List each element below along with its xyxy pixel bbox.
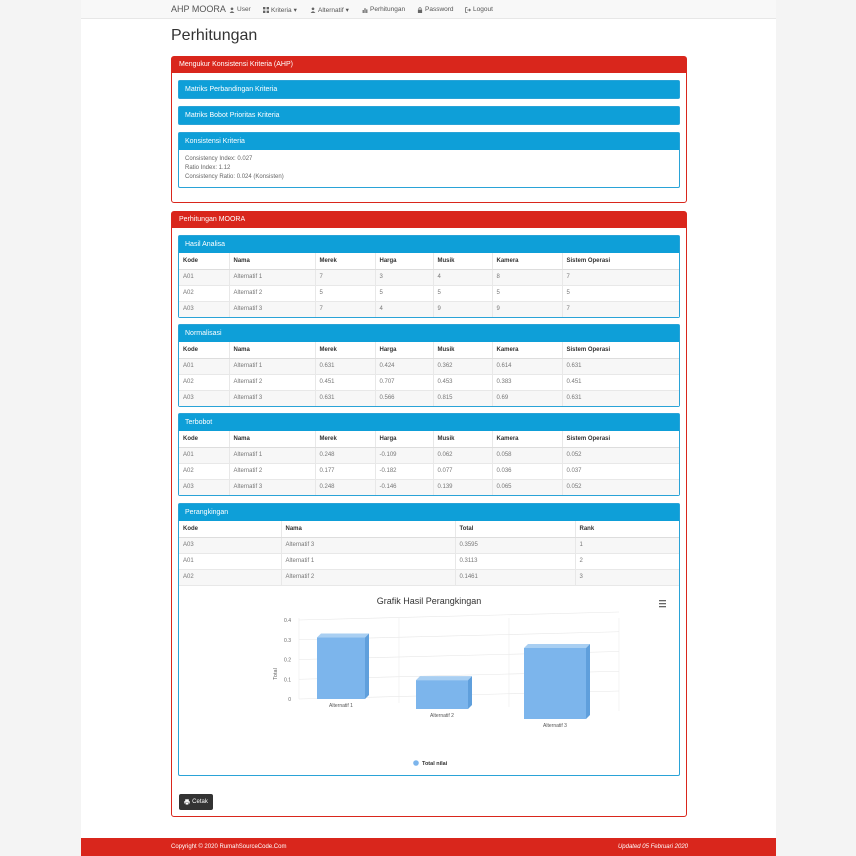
column-header: Sistem Operasi [562,342,679,358]
x-tick-label: Alternatif 1 [329,703,353,709]
bar-top-face [317,634,369,638]
table-row [179,553,679,569]
table-cell: 0.3113 [455,553,575,569]
table-row [179,463,679,479]
brand[interactable]: AHP MOORA [171,4,226,14]
table-cell: 5 [562,285,679,301]
column-header: Harga [375,253,433,269]
y-axis-ticks [284,618,291,703]
table-cell: 7 [315,301,375,317]
table-cell: 2 [575,553,679,569]
konsistensi-panel [178,132,680,188]
table-cell: A03 [179,537,281,553]
table-cell: 0.062 [433,447,492,463]
table-cell: 0.566 [375,390,433,406]
table-header-row [179,431,679,447]
column-header: Kamera [492,253,562,269]
legend-marker [413,760,419,766]
table-cell: 0.3595 [455,537,575,553]
bar-side-face [586,644,590,719]
column-header: Kamera [492,431,562,447]
table-cell: Alternatif 3 [229,479,315,495]
table-cell: 7 [562,269,679,285]
table-cell: Alternatif 3 [229,301,315,317]
table-row [179,358,679,374]
table-cell: Alternatif 3 [229,390,315,406]
table-cell: 8 [492,269,562,285]
table-cell: A02 [179,463,229,479]
y-tick-label: 0.3 [284,637,291,644]
table-row [179,569,679,585]
normalisasi-table [179,342,679,406]
hasil-analisa-table [179,253,679,317]
table-row [179,537,679,553]
lock-icon [417,7,423,13]
table-cell: 0.362 [433,358,492,374]
hasil-analisa-heading: Hasil Analisa [179,236,679,253]
table-cell: 0.139 [433,479,492,495]
table-cell: A01 [179,269,229,285]
table-row [179,479,679,495]
table-cell: 0.451 [562,374,679,390]
table-row [179,269,679,285]
table-cell: 7 [562,301,679,317]
chart-icon [362,7,368,13]
column-header: Harga [375,342,433,358]
table-cell: A02 [179,569,281,585]
matriks-bobot-heading[interactable]: Matriks Bobot Prioritas Kriteria [179,107,679,124]
perangkingan-heading: Perangkingan [179,504,679,521]
matriks-perbandingan-heading[interactable]: Matriks Perbandingan Kriteria [179,81,679,98]
nav-kriteria-label: Kriteria [271,6,292,14]
nav-perhitungan-label: Perhitungan [370,6,406,13]
table-cell: A03 [179,390,229,406]
table-cell: A01 [179,447,229,463]
table-cell: 0.065 [492,479,562,495]
cetak-button[interactable] [179,794,213,810]
table-cell: A01 [179,358,229,374]
moora-panel-heading: Perhitungan MOORA [172,212,686,228]
y-axis-label: Total [273,668,279,680]
column-header: Musik [433,253,492,269]
column-header: Musik [433,342,492,358]
konsistensi-body [179,150,679,187]
bar[interactable] [416,680,468,709]
table-cell: 0.052 [562,447,679,463]
table-cell: 0.052 [562,479,679,495]
table-cell: 0.453 [433,374,492,390]
footer-copyright: Copyright © 2020 RumahSourceCode.Com [171,844,287,850]
table-cell: -0.146 [375,479,433,495]
table-cell: Alternatif 3 [281,537,455,553]
table-row [179,374,679,390]
chart-bars [317,634,590,719]
perangkingan-panel [178,503,680,776]
column-header: Sistem Operasi [562,431,679,447]
y-tick-label: 0.2 [284,657,291,664]
table-cell: Alternatif 2 [229,374,315,390]
table-header-row [179,342,679,358]
column-header: Merek [315,342,375,358]
table-cell: 4 [375,301,433,317]
table-cell: 9 [433,301,492,317]
column-header: Kode [179,521,281,537]
column-header: Harga [375,431,433,447]
table-cell: A02 [179,374,229,390]
table-cell: Alternatif 2 [229,285,315,301]
user-icon [229,7,235,13]
table-cell: 5 [433,285,492,301]
column-header: Musik [433,431,492,447]
nav-kriteria[interactable] [263,6,297,14]
bar-top-face [416,676,472,680]
table-cell: 0.631 [315,358,375,374]
footer [81,838,776,856]
terbobot-table [179,431,679,495]
normalisasi-heading: Normalisasi [179,325,679,342]
table-cell: 5 [492,285,562,301]
table-cell: Alternatif 1 [281,553,455,569]
bar-chart [179,586,679,781]
table-cell: 5 [315,285,375,301]
column-header: Kode [179,431,229,447]
table-row [179,390,679,406]
caret-down-icon: ▾ [345,7,349,14]
table-row [179,301,679,317]
column-header: Nama [229,431,315,447]
column-header: Nama [229,342,315,358]
bar-side-face [468,676,472,709]
table-cell: 0.614 [492,358,562,374]
table-cell: Alternatif 1 [229,269,315,285]
y-tick-label: 0.1 [284,677,291,684]
table-cell: A01 [179,553,281,569]
column-header: Rank [575,521,679,537]
column-header: Sistem Operasi [562,253,679,269]
footer-updated: Updated 05 Februari 2020 [617,844,688,850]
nav-perhitungan[interactable] [362,6,405,13]
normalisasi-panel [178,324,680,407]
table-header-row [179,521,679,537]
table-cell: 0.451 [315,374,375,390]
table-cell: 0.1461 [455,569,575,585]
table-cell: 0.69 [492,390,562,406]
table-cell: 7 [315,269,375,285]
table-cell: 3 [375,269,433,285]
table-cell: 0.631 [315,390,375,406]
perangkingan-table [179,521,679,585]
table-cell: 5 [375,285,433,301]
bar-top-face [524,644,590,648]
table-cell: 0.631 [562,358,679,374]
nav-password-label: Password [425,6,454,13]
column-header: Merek [315,253,375,269]
column-header: Kode [179,253,229,269]
bar-side-face [365,634,369,699]
nav-alternatif[interactable] [310,6,349,14]
matriks-bobot-panel[interactable] [178,106,680,125]
x-tick-label: Alternatif 2 [430,713,454,719]
table-cell: 1 [575,537,679,553]
nav-logout[interactable] [465,6,493,13]
table-row [179,447,679,463]
table-cell: 4 [433,269,492,285]
x-tick-label: Alternatif 3 [543,723,567,729]
user-icon [310,7,316,13]
consistency-index: Consistency Index: 0.027 [185,156,253,162]
grid-line [299,612,619,620]
table-cell: 0.036 [492,463,562,479]
navbar [81,0,776,19]
hamburger-menu-icon[interactable] [659,600,666,607]
column-header: Nama [229,253,315,269]
moora-panel [171,211,687,817]
table-cell: 0.707 [375,374,433,390]
nav-logout-label: Logout [473,6,493,13]
table-cell: 0.248 [315,447,375,463]
print-icon [184,799,190,805]
table-cell: 0.077 [433,463,492,479]
table-cell: 9 [492,301,562,317]
page [81,0,776,856]
column-header: Merek [315,431,375,447]
ahp-panel [171,56,687,203]
table-cell: Alternatif 2 [281,569,455,585]
y-tick-label: 0 [288,697,291,703]
table-cell: A02 [179,285,229,301]
caret-down-icon: ▾ [293,7,297,14]
bar[interactable] [317,638,365,699]
ratio-index: Ratio Index: 1.12 [185,165,231,171]
bar[interactable] [524,648,586,719]
table-cell: 0.815 [433,390,492,406]
table-cell: A03 [179,479,229,495]
column-header: Total [455,521,575,537]
table-cell: A03 [179,301,229,317]
hasil-analisa-panel [178,235,680,318]
table-cell: 0.177 [315,463,375,479]
chart-container [179,585,679,780]
table-cell: 0.424 [375,358,433,374]
terbobot-panel [178,413,680,496]
consistency-ratio: Consistency Ratio: 0.024 (Konsisten) [185,174,284,180]
legend-label: Total nilai [422,761,448,767]
grid-icon [263,7,269,13]
table-header-row [179,253,679,269]
chart-title: Grafik Hasil Perangkingan [376,596,482,606]
logout-icon [465,7,471,13]
column-header: Kamera [492,342,562,358]
nav-user[interactable] [229,6,251,13]
chart-legend[interactable] [413,760,448,767]
ahp-panel-heading: Mengukur Konsistensi Kriteria (AHP) [172,57,686,73]
table-cell: 0.037 [562,463,679,479]
column-header: Nama [281,521,455,537]
table-cell: Alternatif 2 [229,463,315,479]
table-cell: Alternatif 1 [229,447,315,463]
y-tick-label: 0.4 [284,618,291,624]
table-cell: -0.109 [375,447,433,463]
table-row [179,285,679,301]
table-cell: 0.248 [315,479,375,495]
table-cell: 0.631 [562,390,679,406]
nav-password[interactable] [417,6,454,13]
column-header: Kode [179,342,229,358]
page-title: Perhitungan [171,27,258,44]
terbobot-heading: Terbobot [179,414,679,431]
table-cell: Alternatif 1 [229,358,315,374]
matriks-perbandingan-panel[interactable] [178,80,680,99]
table-cell: 0.058 [492,447,562,463]
table-cell: -0.182 [375,463,433,479]
nav-user-label: User [237,6,251,13]
table-cell: 0.383 [492,374,562,390]
table-cell: 3 [575,569,679,585]
cetak-label: Cetak [192,799,208,805]
konsistensi-heading: Konsistensi Kriteria [179,133,679,150]
nav-alternatif-label: Alternatif [318,6,344,14]
